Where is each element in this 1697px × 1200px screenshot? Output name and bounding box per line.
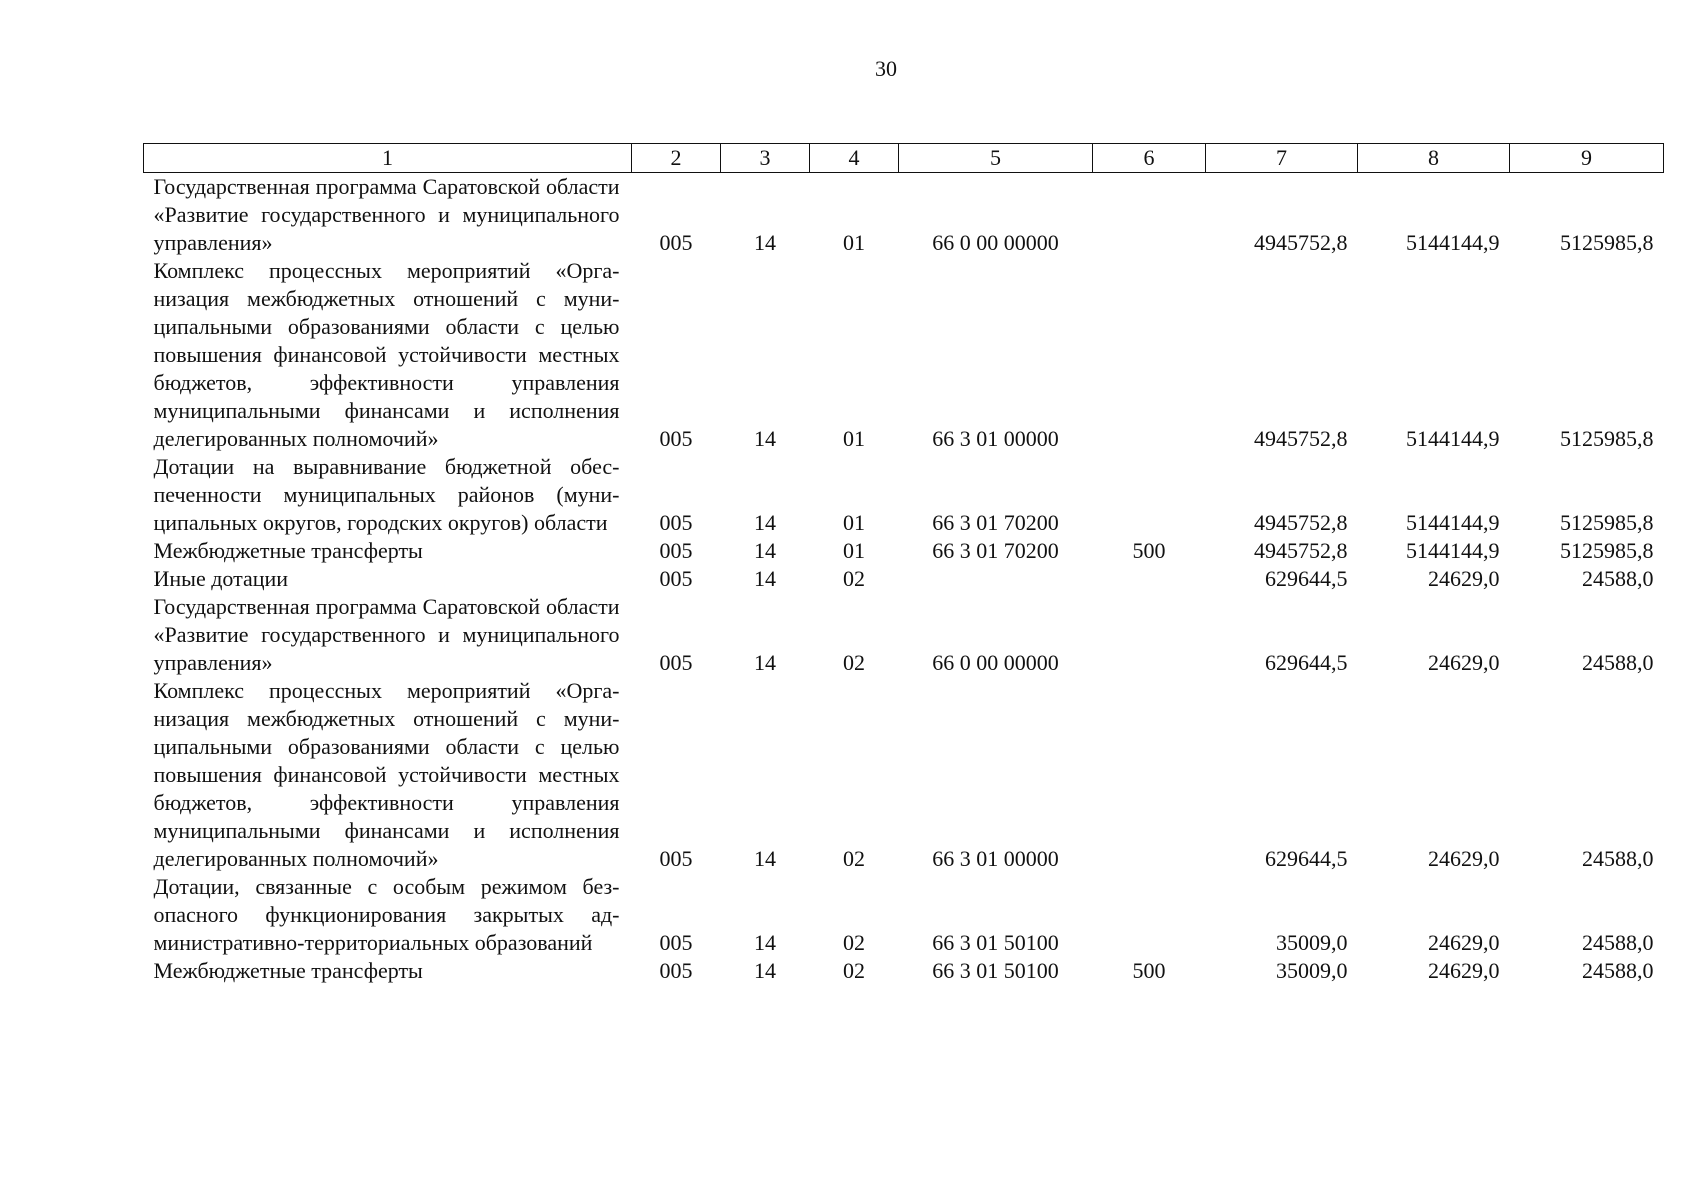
- row-col-4: 01: [843, 538, 865, 563]
- row-col-6: 500: [1132, 538, 1166, 563]
- table-row: [144, 173, 1664, 258]
- row-col-8: 5144144,9: [1406, 426, 1500, 451]
- row-col-5: 66 3 01 00000: [932, 426, 1059, 451]
- row-col-3: 14: [754, 846, 776, 871]
- row-col-9: 24588,0: [1582, 930, 1654, 955]
- row-col-9: 5125985,8: [1560, 538, 1654, 563]
- row-col-2: 005: [659, 846, 693, 871]
- row-col-8: 5144144,9: [1406, 510, 1500, 535]
- row-col-2: 005: [659, 930, 693, 955]
- header-col-3: 3: [721, 144, 810, 173]
- row-col-4: 01: [843, 510, 865, 535]
- row-col-6: [1093, 677, 1206, 873]
- row-col-5: 66 0 00 00000: [932, 230, 1059, 255]
- budget-table: [143, 143, 1664, 985]
- table-row: [144, 257, 1664, 453]
- row-col-8: 24629,0: [1428, 930, 1500, 955]
- table-row: [144, 537, 1664, 565]
- header-col-1: 1: [144, 144, 632, 173]
- row-col-2: 005: [659, 510, 693, 535]
- table-body: [144, 173, 1664, 986]
- row-col-5: 66 0 00 00000: [932, 650, 1059, 675]
- row-col-8: 24629,0: [1428, 958, 1500, 983]
- row-col-9: 24588,0: [1582, 650, 1654, 675]
- row-col-4: 01: [843, 230, 865, 255]
- row-col-9: 5125985,8: [1560, 510, 1654, 535]
- row-name: Дотации, связанные с особым режимом безопасного функционирования закрытых административно-территориальных образований: [153, 874, 620, 955]
- row-col-3: 14: [754, 426, 776, 451]
- row-col-6: [1093, 173, 1206, 258]
- row-col-6: [1093, 593, 1206, 677]
- table-row: [144, 453, 1664, 537]
- row-col-4: 02: [843, 566, 865, 591]
- row-col-6: [1093, 873, 1206, 957]
- row-col-7: 629644,5: [1265, 566, 1348, 591]
- header-col-4: 4: [810, 144, 899, 173]
- row-col-5: 66 3 01 50100: [932, 930, 1059, 955]
- header-col-7: 7: [1206, 144, 1358, 173]
- row-col-7: 35009,0: [1276, 958, 1348, 983]
- row-col-3: 14: [754, 566, 776, 591]
- row-col-7: 4945752,8: [1254, 426, 1348, 451]
- row-col-8: 24629,0: [1428, 846, 1500, 871]
- row-col-4: 02: [843, 846, 865, 871]
- row-col-7: 4945752,8: [1254, 538, 1348, 563]
- row-col-9: 24588,0: [1582, 566, 1654, 591]
- row-col-7: 4945752,8: [1254, 510, 1348, 535]
- row-col-2: 005: [659, 650, 693, 675]
- header-col-2: 2: [632, 144, 721, 173]
- table-row: [144, 677, 1664, 873]
- row-col-7: 35009,0: [1276, 930, 1348, 955]
- row-col-5: [899, 565, 1093, 593]
- row-col-8: 5144144,9: [1406, 230, 1500, 255]
- table-header: [144, 144, 1664, 173]
- row-col-3: 14: [754, 538, 776, 563]
- row-col-3: 14: [754, 650, 776, 675]
- row-name: Межбюджетные трансферты: [153, 958, 423, 983]
- row-name: Межбюджетные трансферты: [153, 538, 423, 563]
- row-col-3: 14: [754, 930, 776, 955]
- row-col-6: 500: [1132, 958, 1166, 983]
- row-col-6: [1093, 257, 1206, 453]
- row-col-3: 14: [754, 230, 776, 255]
- row-col-6: [1093, 565, 1206, 593]
- row-col-5: 66 3 01 00000: [932, 846, 1059, 871]
- row-name: Дотации на выравнивание бюджетной обеспеченности муниципальных районов (муниципальных округов, городских округов) области: [153, 454, 620, 535]
- row-col-9: 5125985,8: [1560, 426, 1654, 451]
- table-row: [144, 873, 1664, 957]
- row-name: Комплекс процессных мероприятий «Организация межбюджетных отношений с муниципальными образованиями области с целью повышения финансовой устойчивости местных бюджетов, эффективности управления муниципальными финансами и исполнения делегированных полномочий»: [153, 258, 620, 451]
- row-col-2: 005: [659, 958, 693, 983]
- table-row: [144, 957, 1664, 985]
- row-col-4: 02: [843, 930, 865, 955]
- header-col-6: 6: [1093, 144, 1206, 173]
- header-row: [144, 144, 1664, 173]
- row-col-7: 629644,5: [1265, 846, 1348, 871]
- header-col-9: 9: [1510, 144, 1664, 173]
- page-number: 30: [875, 56, 897, 81]
- row-col-9: 24588,0: [1582, 846, 1654, 871]
- row-col-5: 66 3 01 70200: [932, 510, 1059, 535]
- row-col-7: 4945752,8: [1254, 230, 1348, 255]
- table-row: [144, 593, 1664, 677]
- row-col-5: 66 3 01 70200: [932, 538, 1059, 563]
- row-col-6: [1093, 453, 1206, 537]
- row-col-9: 5125985,8: [1560, 230, 1654, 255]
- row-name: Комплекс процессных мероприятий «Организация межбюджетных отношений с муниципальными образованиями области с целью повышения финансовой устойчивости местных бюджетов, эффективности управления муниципальными финансами и исполнения делегированных полномочий»: [153, 678, 620, 871]
- row-col-2: 005: [659, 426, 693, 451]
- row-col-4: 02: [843, 958, 865, 983]
- row-name: Иные дотации: [153, 566, 289, 591]
- row-name: Государственная программа Саратовской области «Развитие государственного и муниципального управления»: [153, 594, 620, 675]
- row-col-2: 005: [659, 566, 693, 591]
- row-col-4: 01: [843, 426, 865, 451]
- row-col-8: 5144144,9: [1406, 538, 1500, 563]
- row-col-4: 02: [843, 650, 865, 675]
- row-col-9: 24588,0: [1582, 958, 1654, 983]
- row-col-2: 005: [659, 230, 693, 255]
- row-col-3: 14: [754, 958, 776, 983]
- row-col-8: 24629,0: [1428, 566, 1500, 591]
- row-col-3: 14: [754, 510, 776, 535]
- row-col-7: 629644,5: [1265, 650, 1348, 675]
- row-col-8: 24629,0: [1428, 650, 1500, 675]
- row-col-5: 66 3 01 50100: [932, 958, 1059, 983]
- table-row: [144, 565, 1664, 593]
- row-name: Государственная программа Саратовской области «Развитие государственного и муниципального управления»: [153, 174, 620, 255]
- header-col-5: 5: [899, 144, 1093, 173]
- row-col-2: 005: [659, 538, 693, 563]
- header-col-8: 8: [1358, 144, 1510, 173]
